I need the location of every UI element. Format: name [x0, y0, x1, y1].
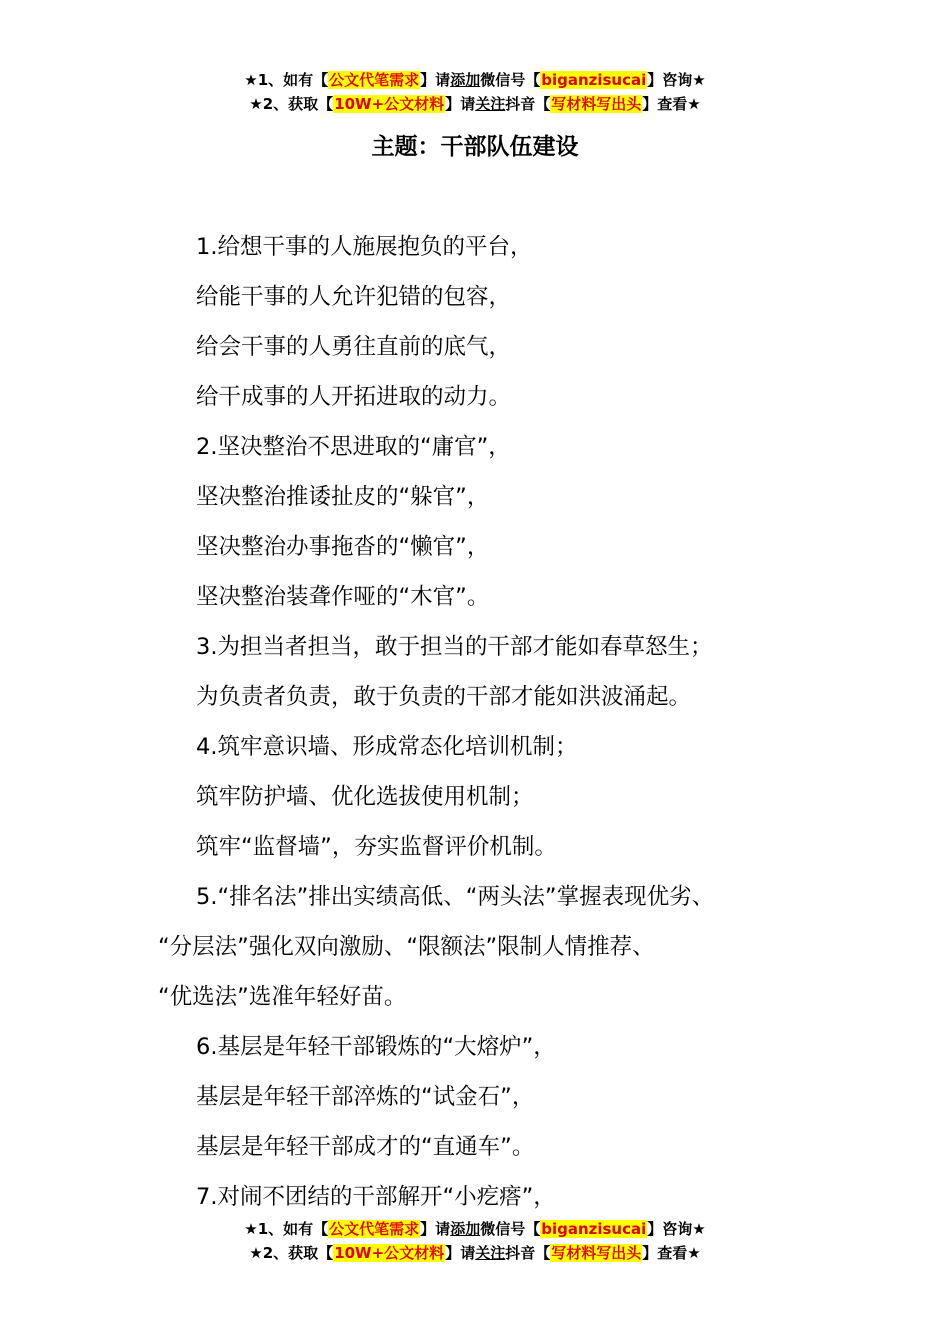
paragraph-line: 给能干事的人允许犯错的包容，: [196, 284, 512, 310]
banner-line-1: [0, 68, 950, 92]
banner-text: 】咨询★: [647, 71, 706, 89]
banner-text: 抖音【: [505, 95, 551, 113]
bottom-banner: [0, 1217, 950, 1265]
banner-text: 】查看★: [642, 1244, 701, 1262]
highlight-text: 公文代笔需求: [329, 1220, 420, 1238]
paragraph-line: 7.对闹不团结的干部解开“小疙瘩”，: [196, 1184, 556, 1210]
banner-text: 抖音【: [505, 1244, 551, 1262]
paragraph-line: 给会干事的人勇往直前的底气，: [196, 334, 512, 360]
banner-text: 】请: [420, 1220, 451, 1238]
banner-text: 】请: [445, 1244, 476, 1262]
banner-text: 】请: [445, 95, 476, 113]
paragraph-line: 筑牢防护墙、优化选拔使用机制；: [196, 784, 534, 810]
banner-text: ★2、获取【: [249, 95, 334, 113]
paragraph-line: 坚决整治办事拖沓的“懒官”，: [196, 534, 490, 560]
highlight-text: biganzisucai: [541, 71, 647, 89]
page-title: 主题：干部队伍建设: [371, 134, 579, 160]
paragraph-line: 4.筑牢意识墙、形成常态化培训机制；: [196, 734, 578, 760]
paragraph-line: 筑牢“监督墙”，夯实监督评价机制。: [196, 834, 557, 860]
banner-text: ★1、如有【: [244, 71, 329, 89]
paragraph-line: 坚决整治装聋作哑的“木官”。: [196, 584, 490, 610]
paragraph-line: 6.基层是年轻干部锻炼的“大熔炉”，: [196, 1034, 556, 1060]
highlight-text: 写材料写出头: [551, 95, 642, 113]
paragraph-line: 为负责者负责，敢于负责的干部才能如洪波涌起。: [196, 684, 692, 710]
highlight-text: 10W+公文材料: [334, 95, 445, 113]
banner-text: 】请: [420, 71, 451, 89]
paragraph-line: 基层是年轻干部淬炼的“试金石”，: [196, 1084, 535, 1110]
banner-text: 】查看★: [642, 95, 701, 113]
paragraph-line: 基层是年轻干部成才的“直通车”。: [196, 1134, 535, 1160]
banner-line-2: [0, 92, 950, 116]
paragraph-line: 3.为担当者担当，敢于担当的干部才能如春草怒生；: [196, 634, 713, 660]
highlight-text: 10W+公文材料: [334, 1244, 445, 1262]
highlight-text: 公文代笔需求: [329, 71, 420, 89]
underlined-text: 添加: [450, 71, 481, 89]
banner-text: 】咨询★: [647, 1220, 706, 1238]
banner-text: ★1、如有【: [244, 1220, 329, 1238]
paragraph-line: 坚决整治推诿扯皮的“躲官”，: [196, 484, 490, 510]
paragraph-line: “分层法”强化双向激励、“限额法”限制人情推荐、: [158, 934, 655, 960]
paragraph-line: 1.给想干事的人施展抱负的平台，: [196, 234, 533, 260]
top-banner: [0, 68, 950, 116]
paragraph-line: 2.坚决整治不思进取的“庸官”，: [196, 434, 511, 460]
underlined-text: 关注: [475, 95, 506, 113]
banner-line-1: [0, 1217, 950, 1241]
highlight-text: 写材料写出头: [551, 1244, 642, 1262]
document-body: [158, 222, 858, 1222]
highlight-text: biganzisucai: [541, 1220, 647, 1238]
underlined-text: 添加: [450, 1220, 481, 1238]
banner-text: 微信号【: [480, 1220, 541, 1238]
banner-line-2: [0, 1241, 950, 1265]
paragraph-line: 5.“排名法”排出实绩高低、“两头法”掌握表现优劣、: [196, 884, 715, 910]
paragraph-line: “优选法”选准年轻好苗。: [158, 984, 407, 1010]
banner-text: 微信号【: [480, 71, 541, 89]
paragraph-line: 给干成事的人开拓进取的动力。: [196, 384, 512, 410]
banner-text: ★2、获取【: [249, 1244, 334, 1262]
underlined-text: 关注: [475, 1244, 506, 1262]
